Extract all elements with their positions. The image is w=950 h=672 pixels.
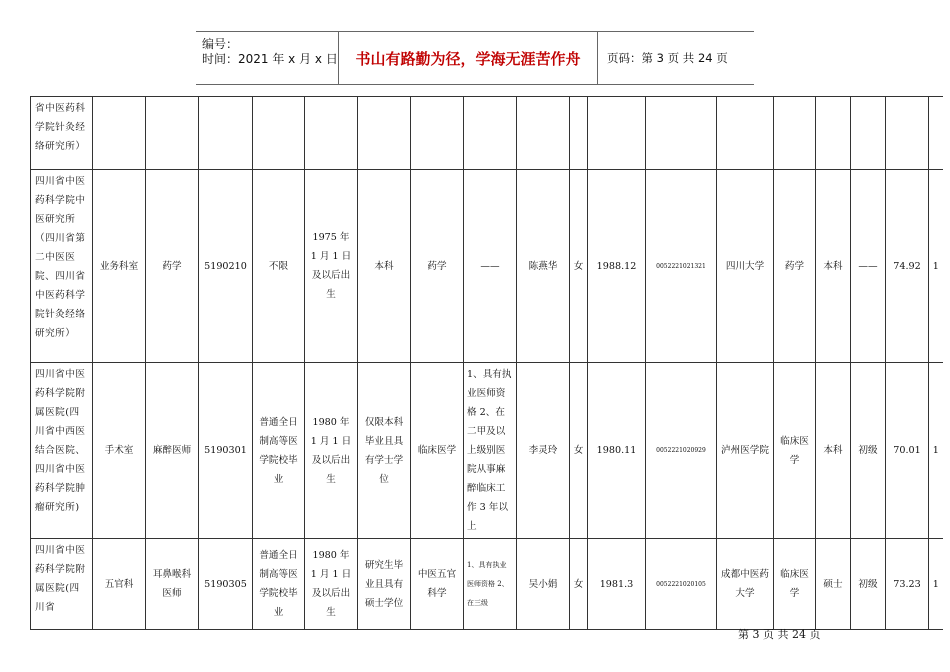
cell-exam-id: 0052221021321 — [646, 170, 717, 363]
cell-name: 吴小娟 — [517, 539, 570, 630]
cell-gender: 女 — [570, 170, 588, 363]
header-motto: 书山有路勤为径，学海无涯苦作舟 — [338, 32, 598, 84]
cell-edu: 本科 — [816, 363, 851, 539]
cell-major: 临床医学 — [774, 363, 816, 539]
cell-name — [517, 97, 570, 170]
cell-age: 1980 年 1 月 1 日及以后出生 — [305, 363, 358, 539]
cell-exam-id — [646, 97, 717, 170]
cell-major-req — [411, 97, 464, 170]
cell-name: 陈燕华 — [517, 170, 570, 363]
cell-age: 1975 年 1 月 1 日及以后出生 — [305, 170, 358, 363]
cell-code: 5190210 — [199, 170, 253, 363]
cell-exam-id: 0052221020929 — [646, 363, 717, 539]
cell-limit: 普通全日制高等医学院校毕业 — [253, 539, 305, 630]
cell-edu: 硕士 — [816, 539, 851, 630]
cell-school: 成都中医药大学 — [717, 539, 774, 630]
cell-code — [199, 97, 253, 170]
cell-school: 四川大学 — [717, 170, 774, 363]
cell-exam-id: 0052221020105 — [646, 539, 717, 630]
header-meta — [196, 32, 338, 84]
cell-rank: 1 — [929, 539, 943, 630]
cell-title: 初级 — [851, 539, 886, 630]
table-row — [31, 539, 943, 630]
cell-edu-req: 仅限本科毕业且具有学士学位 — [358, 363, 411, 539]
cell-rank: 1 — [929, 363, 943, 539]
cell-position: 药学 — [146, 170, 199, 363]
cell-gender — [570, 97, 588, 170]
cell-other-req: 1、具有执业医师资格 2、在三级 — [464, 539, 517, 630]
cell-dept: 业务科室 — [93, 170, 146, 363]
table-row — [31, 97, 943, 170]
table-row — [31, 363, 943, 539]
cell-major: 药学 — [774, 170, 816, 363]
time-label: 时间：2021 年 x 月 x 日 — [202, 52, 338, 66]
cell-major-req: 临床医学 — [411, 363, 464, 539]
cell-limit — [253, 97, 305, 170]
cell-code: 5190301 — [199, 363, 253, 539]
cell-org: 四川省中医药科学院中医研究所（四川省第二中医医院、四川省中医药科学院针灸经络研究所） — [31, 170, 93, 363]
cell-edu-req — [358, 97, 411, 170]
cell-birth — [588, 97, 646, 170]
cell-score: 70.01 — [886, 363, 929, 539]
cell-code: 5190305 — [199, 539, 253, 630]
cell-rank: 1 — [929, 170, 943, 363]
header-page-label: 页码：第 3 页 共 24 页 — [607, 51, 728, 65]
cell-limit: 不限 — [253, 170, 305, 363]
cell-score: 74.92 — [886, 170, 929, 363]
recruitment-table — [30, 96, 943, 630]
cell-org: 四川省中医药科学院附属医院(四川省 — [31, 539, 93, 630]
table-row — [31, 170, 943, 363]
cell-school — [717, 97, 774, 170]
cell-score — [886, 97, 929, 170]
cell-org: 省中医药科学院针灸经络研究所） — [31, 97, 93, 170]
cell-birth: 1981.3 — [588, 539, 646, 630]
cell-major: 临床医学 — [774, 539, 816, 630]
cell-edu-req: 研究生毕业且具有硕士学位 — [358, 539, 411, 630]
cell-org: 四川省中医药科学院附属医院(四川省中西医结合医院、四川省中医药科学院肿瘤研究所) — [31, 363, 93, 539]
cell-name: 李灵玲 — [517, 363, 570, 539]
cell-edu — [816, 97, 851, 170]
cell-birth: 1980.11 — [588, 363, 646, 539]
cell-dept: 五官科 — [93, 539, 146, 630]
cell-rank — [929, 97, 943, 170]
cell-other-req: 1、具有执业医师资格 2、在二甲及以上级别医院从事麻醉临床工作 3 年以上 — [464, 363, 517, 539]
cell-major-req: 中医五官科学 — [411, 539, 464, 630]
cell-title: 初级 — [851, 363, 886, 539]
number-label: 编号： — [202, 37, 239, 51]
page-footer: 第 3 页 共 24 页 — [738, 628, 821, 641]
cell-position: 耳鼻喉科医师 — [146, 539, 199, 630]
cell-gender: 女 — [570, 539, 588, 630]
cell-gender: 女 — [570, 363, 588, 539]
cell-major — [774, 97, 816, 170]
cell-limit: 普通全日制高等医学院校毕业 — [253, 363, 305, 539]
cell-other-req — [464, 97, 517, 170]
cell-age: 1980 年 1 月 1 日及以后出生 — [305, 539, 358, 630]
cell-edu-req: 本科 — [358, 170, 411, 363]
cell-title: —— — [851, 170, 886, 363]
cell-position — [146, 97, 199, 170]
cell-title — [851, 97, 886, 170]
cell-score: 73.23 — [886, 539, 929, 630]
cell-edu: 本科 — [816, 170, 851, 363]
cell-birth: 1988.12 — [588, 170, 646, 363]
cell-major-req: 药学 — [411, 170, 464, 363]
cell-school: 泸州医学院 — [717, 363, 774, 539]
cell-dept — [93, 97, 146, 170]
cell-dept: 手术室 — [93, 363, 146, 539]
cell-position: 麻醉医师 — [146, 363, 199, 539]
cell-other-req: —— — [464, 170, 517, 363]
cell-age — [305, 97, 358, 170]
page-header — [196, 31, 754, 85]
